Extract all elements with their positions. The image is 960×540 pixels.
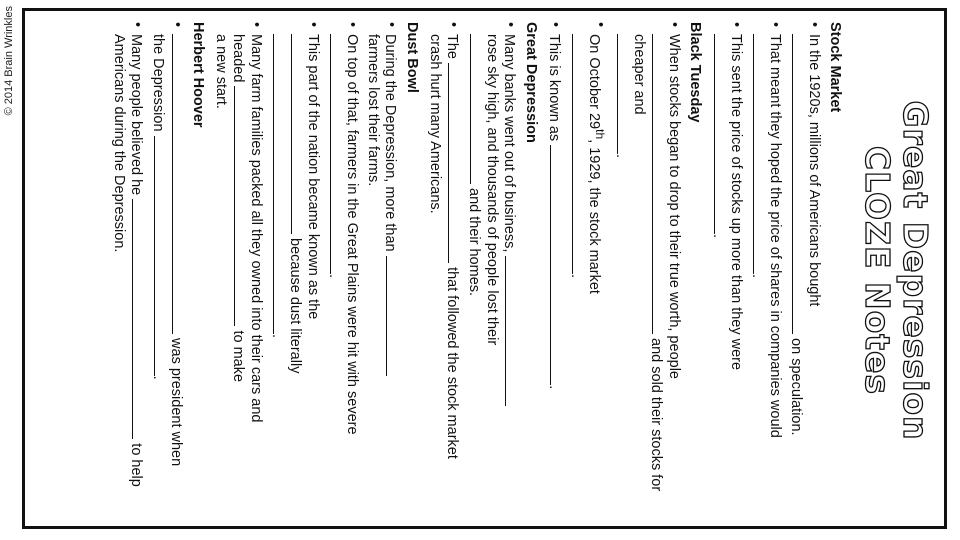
- fill-in-blank[interactable]: [132, 199, 145, 439]
- list-item: [465, 22, 518, 522]
- list-item: [212, 22, 264, 522]
- fill-in-blank[interactable]: [753, 34, 766, 274]
- list-item: [364, 22, 399, 522]
- black-tuesday-list: [545, 22, 682, 522]
- note-text: rose sky high, and thousands of people lost their: [484, 34, 501, 346]
- section-heading-great-depression: Great Depression: [523, 22, 540, 143]
- list-item: [787, 22, 822, 522]
- list-item: • That meant they hoped the price of shares in companies would .: [748, 22, 783, 522]
- note-text: In the 1920s, millions of Americans bought: [806, 34, 822, 307]
- fill-in-blank[interactable]: [172, 34, 185, 334]
- note-text: on speculation.: [788, 338, 804, 436]
- list-item: • This part of the nation became known as the because dust literally .: [268, 22, 321, 522]
- fill-in-blank[interactable]: [792, 34, 805, 334]
- note-text: That meant they hoped the price of shares in companies would: [767, 34, 783, 438]
- note-text: and their homes.: [466, 188, 483, 297]
- note-text: On top of that, farmers in the Great Plains were hit with severe: [344, 34, 361, 435]
- fill-in-blank[interactable]: [505, 256, 518, 406]
- fill-in-blank[interactable]: [550, 145, 563, 385]
- note-text: Many banks went out of business,: [501, 34, 518, 253]
- note-text: This sent the price of stocks up more than they were: [728, 34, 744, 371]
- list-item: [110, 22, 145, 522]
- page-subtitle: CLOZE Notes: [858, 145, 897, 396]
- fill-in-blank[interactable]: [291, 34, 304, 234]
- copyright-notice: © 2014 Brain Wrinkles: [3, 6, 15, 116]
- ordinal-suffix: th: [593, 129, 607, 140]
- list-item: • This sent the price of stocks up more than they were .: [709, 22, 744, 522]
- note-text: , 1929, the stock market: [586, 139, 603, 294]
- list-item: • When stocks began to drop to their true worth, people and sold their stocks for cheaper and .: [612, 22, 682, 522]
- fill-in-blank[interactable]: [234, 86, 247, 326]
- list-item: • was president when the Depression .: [149, 22, 185, 522]
- list-item: • On top of that, farmers in the Great Plains were hit with severe .: [325, 22, 360, 522]
- note-text: The: [444, 34, 461, 59]
- fill-in-blank[interactable]: [714, 34, 727, 234]
- note-text: During the Depression, more than: [382, 34, 399, 252]
- note-text: because dust literally: [287, 238, 304, 374]
- fill-in-blank[interactable]: [386, 256, 399, 376]
- section-heading-stock-market: Stock Market: [827, 22, 843, 113]
- stock-market-list: [709, 22, 822, 522]
- section-heading-dust-bowl: Dust Bowl: [404, 22, 421, 93]
- fill-in-blank[interactable]: [652, 34, 665, 334]
- fill-in-blank[interactable]: [273, 34, 286, 334]
- list-item: • On October 29th, 1929, the stock market .: [567, 22, 608, 522]
- note-text: a new start.: [213, 34, 230, 109]
- note-text: On October 29: [586, 34, 603, 130]
- note-text: and sold their stocks for cheaper and: [631, 34, 664, 492]
- fill-in-blank[interactable]: [572, 34, 585, 274]
- fill-in-blank[interactable]: [330, 34, 343, 274]
- note-text: Americans during the Depression.: [111, 34, 128, 253]
- note-text: to help: [128, 443, 145, 487]
- note-text: headed: [230, 34, 247, 83]
- notes-content: [110, 22, 843, 522]
- fill-in-blank[interactable]: [470, 34, 483, 184]
- note-text: Many people believed he: [128, 34, 145, 196]
- fill-in-blank[interactable]: [448, 63, 461, 263]
- note-text: When stocks began to drop to their true worth, people: [666, 34, 682, 379]
- section-heading-black-tuesday: Black Tuesday: [687, 22, 703, 123]
- list-item: • This is known as .: [545, 22, 563, 522]
- note-text: that followed the stock market: [444, 267, 461, 459]
- fill-in-blank[interactable]: [617, 34, 630, 154]
- note-text: This is known as: [546, 34, 563, 142]
- herbert-hoover-list: [110, 22, 185, 522]
- list-item: [426, 22, 461, 522]
- note-text: was president when: [168, 338, 185, 467]
- note-text: farmers lost their farms.: [365, 34, 382, 187]
- fill-in-blank[interactable]: [154, 136, 167, 376]
- note-text: crash hurt many Americans.: [427, 34, 444, 214]
- great-depression-list: [426, 22, 518, 522]
- note-text: This part of the nation became known as the: [305, 34, 322, 320]
- note-text: the Depression: [150, 34, 167, 132]
- section-heading-herbert-hoover: Herbert Hoover: [190, 22, 207, 128]
- note-text: to make: [230, 330, 247, 383]
- worksheet-page: [22, 8, 947, 529]
- dust-bowl-list: [212, 22, 399, 522]
- note-text: Many farm families packed all they owned into their cars and: [248, 34, 265, 423]
- page-title: Great Depression: [896, 100, 935, 441]
